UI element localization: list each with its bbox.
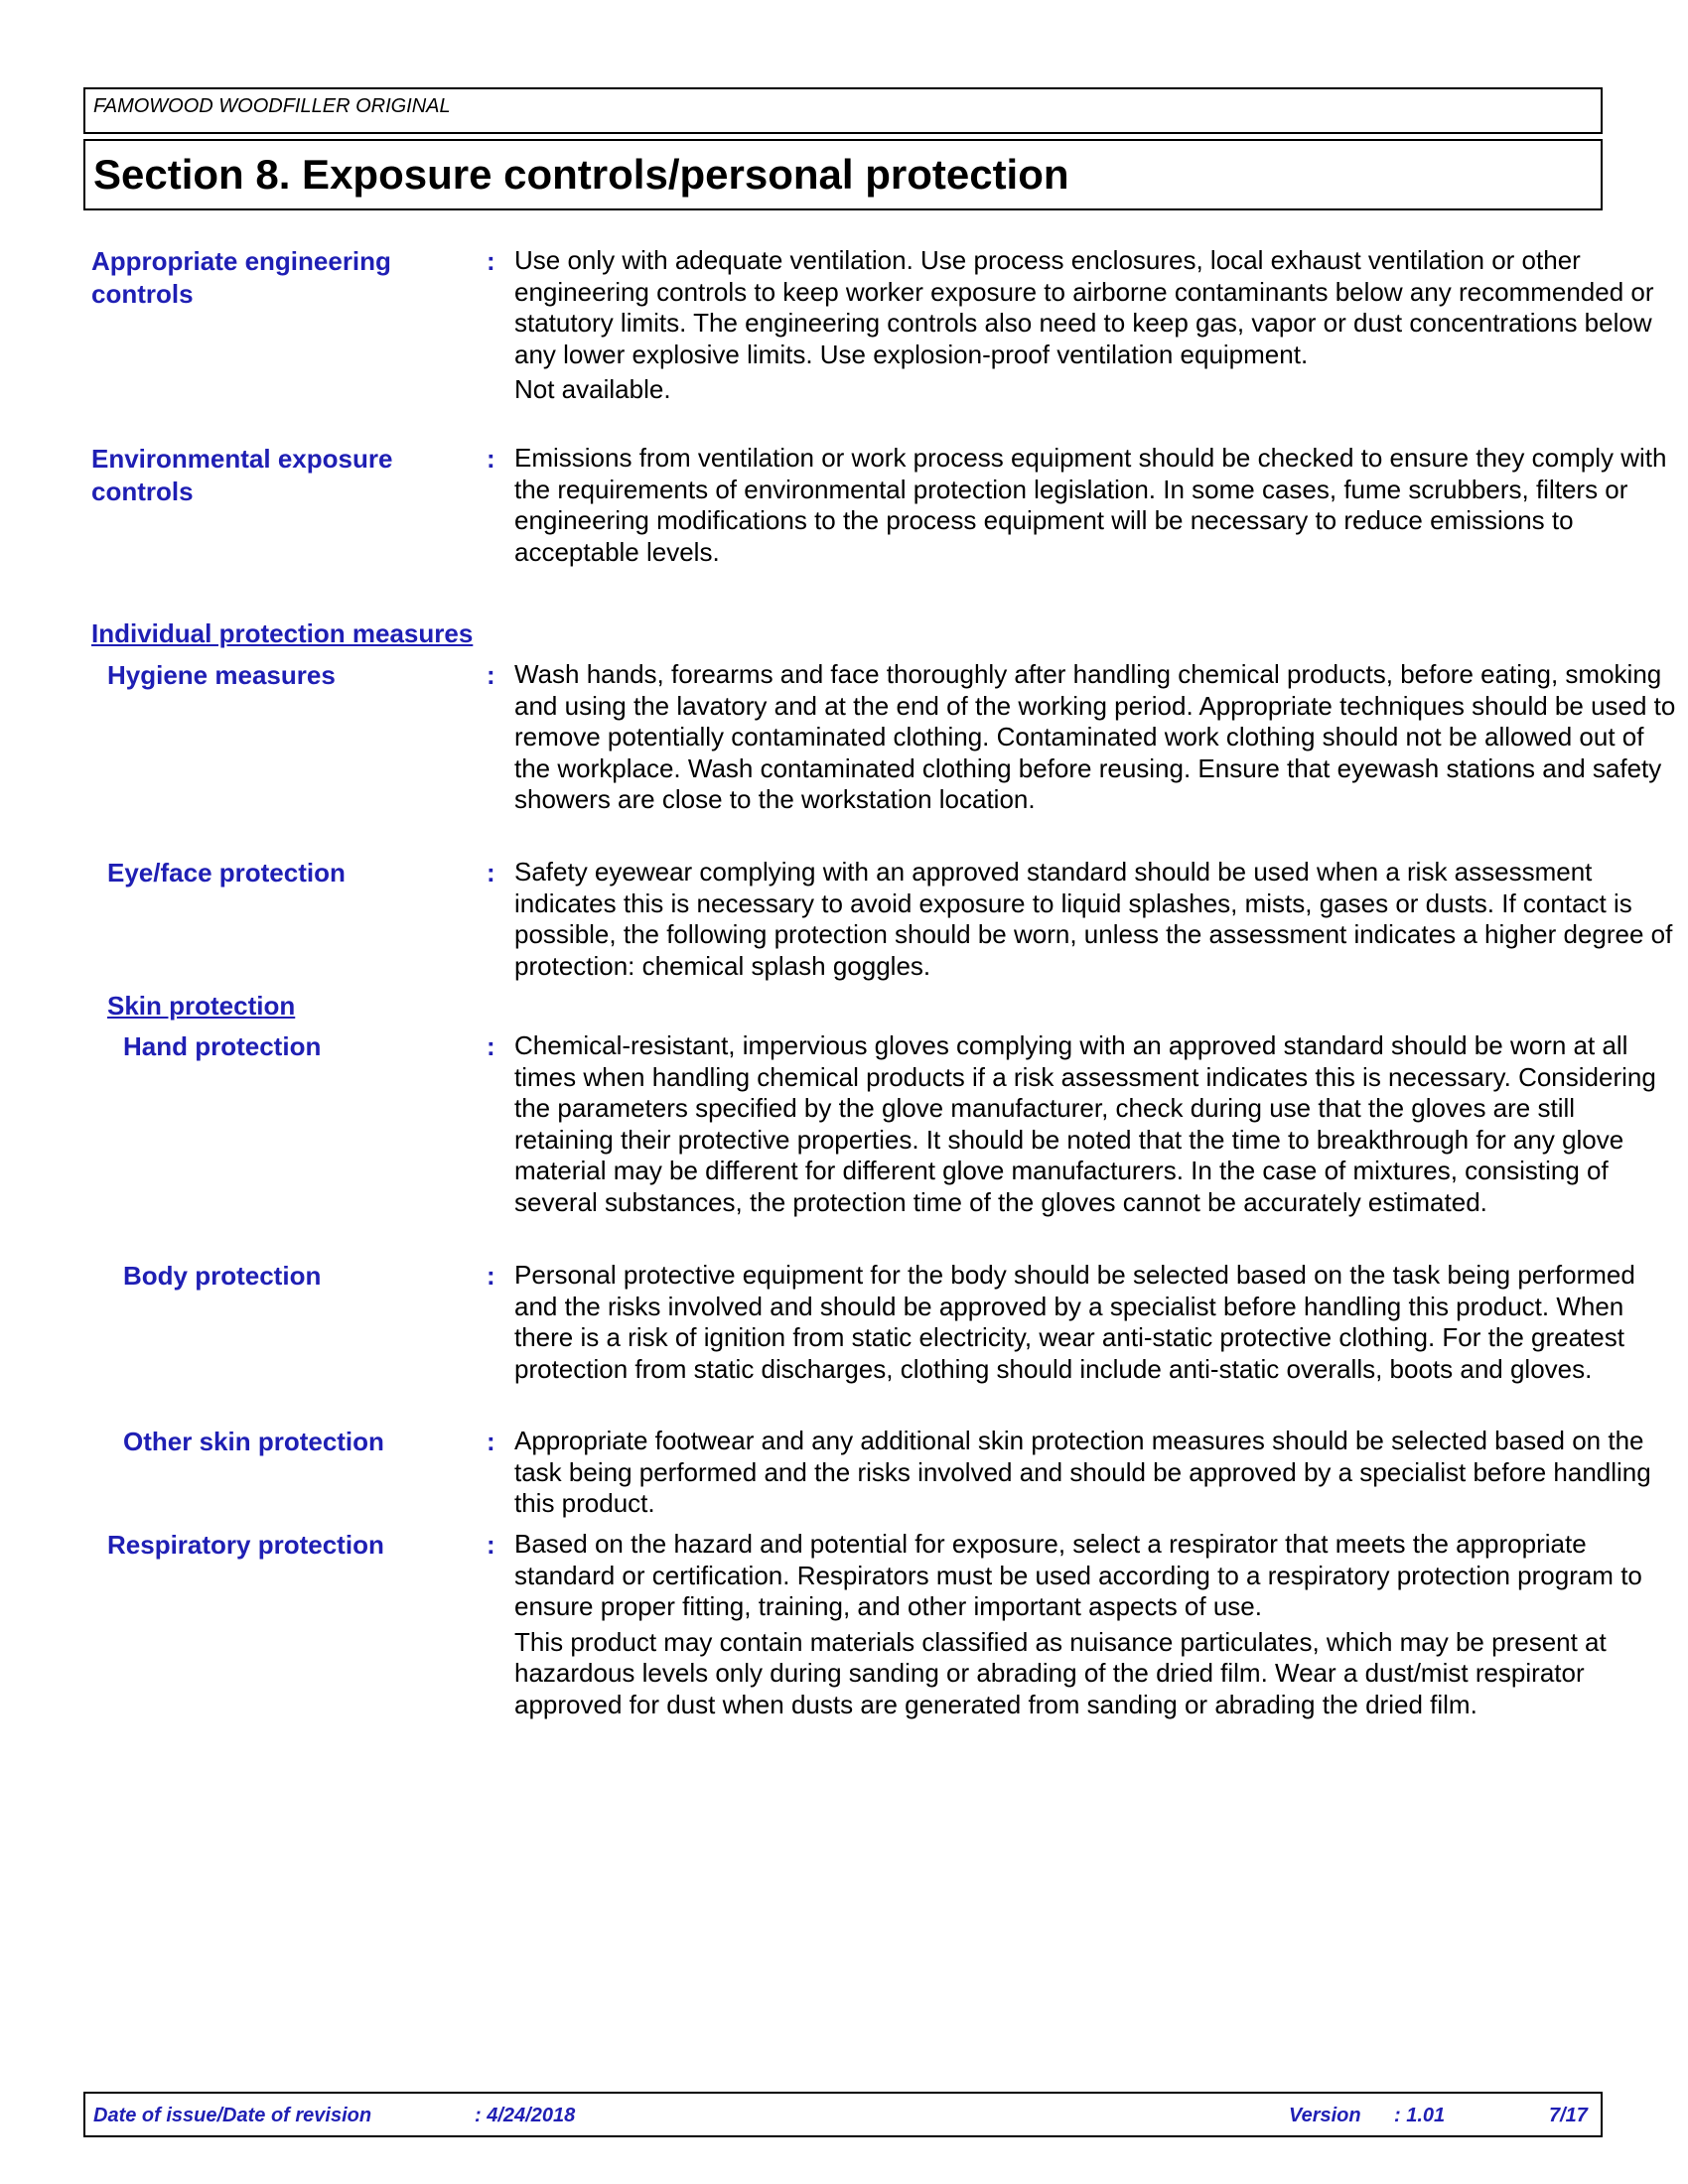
page-footer [83, 2092, 1603, 2137]
hand-protection-label: Hand protection [123, 1031, 322, 1061]
respiratory-protection-value [514, 1529, 1676, 1720]
other-skin-protection-colon: : [487, 1427, 495, 1456]
eye-face-label: Eye/face protection [107, 858, 346, 887]
body-protection-colon: : [487, 1261, 495, 1291]
other-skin-protection-label: Other skin protection [123, 1427, 384, 1456]
body-protection-label: Body protection [123, 1261, 322, 1291]
skin-protection-heading: Skin protection [107, 991, 296, 1021]
environmental-controls-label: Environmental exposure controls [91, 444, 393, 506]
footer-version-label: Version [1289, 2105, 1361, 2126]
respiratory-protection-text: Based on the hazard and potential for exposure, select a respirator that meets the appropriate standard or certification. Respirators must be used according to a respiratory protection program to ensure proper fitting, training, and other important aspects of use. [514, 1529, 1642, 1621]
footer-page-number: 7/17 [1549, 2105, 1588, 2126]
engineering-controls-value [514, 245, 1676, 406]
environmental-controls-value: Emissions from ventilation or work process equipment should be checked to ensure they comply with the requirements of environmental protection legislation. In some cases, fume scrubbers, filters or engineering modifications to the process equipment will be necessary to reduce emissions to acceptable levels. [514, 443, 1667, 567]
engineering-controls-label: Appropriate engineering controls [91, 246, 391, 309]
footer-date-value: : 4/24/2018 [475, 2105, 576, 2126]
hand-protection-colon: : [487, 1031, 495, 1061]
individual-protection-heading: Individual protection measures [91, 618, 474, 648]
engineering-controls-colon: : [487, 246, 495, 276]
engineering-controls-text: Use only with adequate ventilation. Use process enclosures, local exhaust ventilation or other engineering controls to keep worker exposure to airborne contaminants below any recommended or statutory limits. The engineering controls also need to keep gas, vapor or dust concentrations below any lower explosive limits. Use explosion-proof ventilation equipment. [514, 245, 1654, 369]
eye-face-value: Safety eyewear complying with an approved standard should be used when a risk assessment indicates this is necessary to avoid exposure to liquid splashes, mists, gases or dusts. If contact is possible, the following protection should be worn, unless the assessment indicates a higher degree of protection: chemical splash goggles. [514, 857, 1673, 981]
product-name-header [83, 87, 1603, 134]
respiratory-protection-label: Respiratory protection [107, 1530, 384, 1560]
section-title-box [83, 139, 1603, 210]
hygiene-label: Hygiene measures [107, 660, 336, 690]
hygiene-value: Wash hands, forearms and face thoroughly after handling chemical products, before eating, smoking and using the lavatory and at the end of the working period. Appropriate techniques should be used to remove potentially contaminated clothing. Contaminated work clothing should not be allowed out of the workplace. Wash contaminated clothing before reusing. Ensure that eyewash stations and safety showers are close to the workstation location. [514, 659, 1676, 814]
section-title: Section 8. Exposure controls/personal protection [93, 151, 1069, 198]
environmental-controls-colon: : [487, 444, 495, 474]
product-name: FAMOWOOD WOODFILLER ORIGINAL [93, 95, 451, 117]
hand-protection-value: Chemical-resistant, impervious gloves complying with an approved standard should be worn at all times when handling chemical products if a risk assessment indicates this is necessary. Considering the parameters specified by the glove manufacturer, check during use that the gloves are still retaining their protective properties. It should be noted that the time to breakthrough for any glove material may be different for different glove manufacturers. In the case of mixtures, consisting of several substances, the protection time of the gloves cannot be accurately estimated. [514, 1030, 1656, 1217]
respiratory-protection-colon: : [487, 1530, 495, 1560]
hygiene-colon: : [487, 660, 495, 690]
other-skin-protection-value: Appropriate footwear and any additional skin protection measures should be selected based on the task being performed and the risks involved and should be approved by a specialist before handling this product. [514, 1426, 1651, 1518]
footer-version-value: : 1.01 [1394, 2105, 1446, 2126]
body-protection-value: Personal protective equipment for the body should be selected based on the task being performed and the risks involved and should be approved by a specialist before handling this product. When there is a risk of ignition from static electricity, wear anti-static protective clothing. For the greatest protection from static discharges, clothing should include anti-static overalls, boots and gloves. [514, 1260, 1635, 1384]
engineering-controls-note: Not available. [514, 374, 671, 404]
footer-date-label: Date of issue/Date of revision [93, 2105, 372, 2126]
eye-face-colon: : [487, 858, 495, 887]
respiratory-protection-text-2: This product may contain materials classified as nuisance particulates, which may be present at hazardous levels only during sanding or abrading of the dried film. Wear a dust/mist respirator approved for dust when dusts are generated from sanding or abrading the dried film. [514, 1626, 1607, 1719]
